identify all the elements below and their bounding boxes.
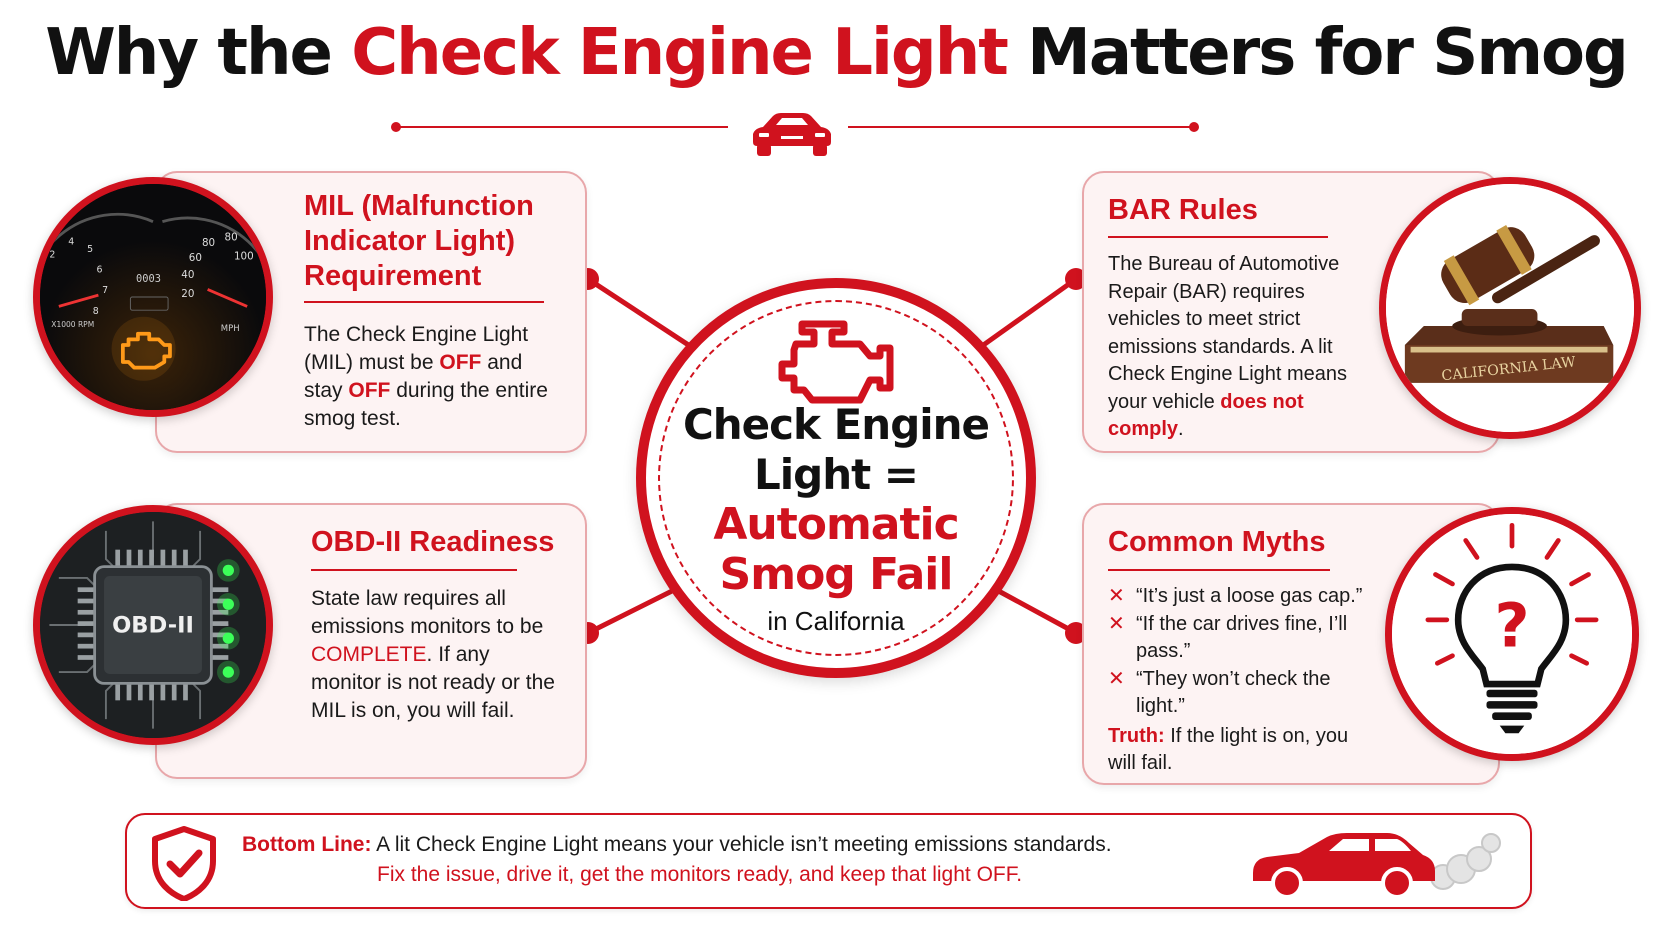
car-exhaust-icon bbox=[1247, 829, 1507, 901]
mph-label: MPH bbox=[220, 322, 240, 333]
speedo-tick: 80 bbox=[224, 231, 238, 244]
svg-text:?: ? bbox=[1494, 591, 1530, 662]
myth-item: ✕ “It’s just a loose gas cap.” bbox=[1108, 583, 1368, 611]
mil-title: MIL (Malfunction Indicator Light) Requirement bbox=[304, 190, 534, 292]
lightbulb-photo bbox=[1385, 507, 1639, 761]
x-mark-icon: ✕ bbox=[1108, 612, 1125, 635]
book-label: CALIFORNIA LAW bbox=[1440, 354, 1577, 385]
speedo-tick: 80 bbox=[201, 237, 216, 250]
bar-title: BAR Rules bbox=[1108, 194, 1258, 226]
x-mark-icon: ✕ bbox=[1108, 585, 1125, 607]
bottom-line-banner bbox=[125, 813, 1532, 909]
tach-tick: 8 bbox=[92, 305, 99, 317]
bar-body: The Bureau of Automotive Repair (BAR) requires vehicles to meet strict emissions standards. A lit Check Engine Light means your vehicle does not comply. bbox=[1108, 253, 1348, 440]
speedo-tick: 60 bbox=[188, 252, 202, 265]
tach-tick: 5 bbox=[87, 243, 94, 255]
odometer: 0003 bbox=[136, 272, 161, 285]
shield-check-icon bbox=[149, 825, 219, 901]
bottom-line-text: Bottom Line: A lit Check Engine Light means your vehicle isn’t meeting emissions standards. bbox=[242, 833, 1112, 856]
rpm-label: X1000 RPM bbox=[51, 320, 95, 330]
tach-tick: 4 bbox=[68, 236, 75, 248]
gavel-photo bbox=[1379, 177, 1641, 439]
tach-tick: 2 bbox=[49, 249, 56, 261]
title-highlight: Check Engine Light bbox=[351, 16, 1007, 90]
lightbulb-question-icon bbox=[1392, 514, 1632, 754]
x-mark-icon: ✕ bbox=[1108, 667, 1125, 690]
gavel-icon bbox=[1386, 184, 1634, 432]
center-subtitle: in California bbox=[767, 606, 905, 636]
myths-title: Common Myths bbox=[1108, 526, 1326, 558]
mil-body: The Check Engine Light (MIL) must be OFF and stay OFF during the entire smog test. bbox=[304, 323, 548, 430]
speedo-tick: 40 bbox=[181, 269, 195, 282]
bottom-line-cta: Fix the issue, drive it, get the monitors ready, and keep that light OFF. bbox=[377, 863, 1023, 886]
obd-chip-photo bbox=[33, 505, 273, 745]
speedo-tick: 100 bbox=[233, 250, 254, 263]
obd-title: OBD-II Readiness bbox=[311, 526, 555, 558]
myth-item: ✕ “They won’t check the light.” bbox=[1108, 667, 1331, 717]
center-badge bbox=[636, 278, 1036, 678]
myth-item: ✕ “If the car drives fine, I’ll pass.” bbox=[1108, 612, 1348, 662]
center-highlight: Automatic Smog Fail bbox=[713, 499, 959, 600]
speedo-tick: 20 bbox=[181, 288, 195, 300]
myths-body bbox=[1108, 583, 1368, 778]
dashboard-photo bbox=[33, 177, 273, 417]
page-title: Why the Check Engine Light Matters for Smog bbox=[45, 16, 1627, 90]
chip-label: OBD-II bbox=[112, 612, 194, 639]
center-headline: Check Engine Light = bbox=[682, 400, 990, 499]
obd-body: State law requires all emissions monitors to be COMPLETE. If any monitor is not ready or the MIL is on, you will fail. bbox=[311, 587, 555, 722]
tach-tick: 7 bbox=[102, 285, 109, 297]
tach-tick: 6 bbox=[96, 264, 103, 276]
truth-line: Truth: If the light is on, you will fail. bbox=[1108, 724, 1349, 774]
myths-list bbox=[1108, 583, 1368, 721]
